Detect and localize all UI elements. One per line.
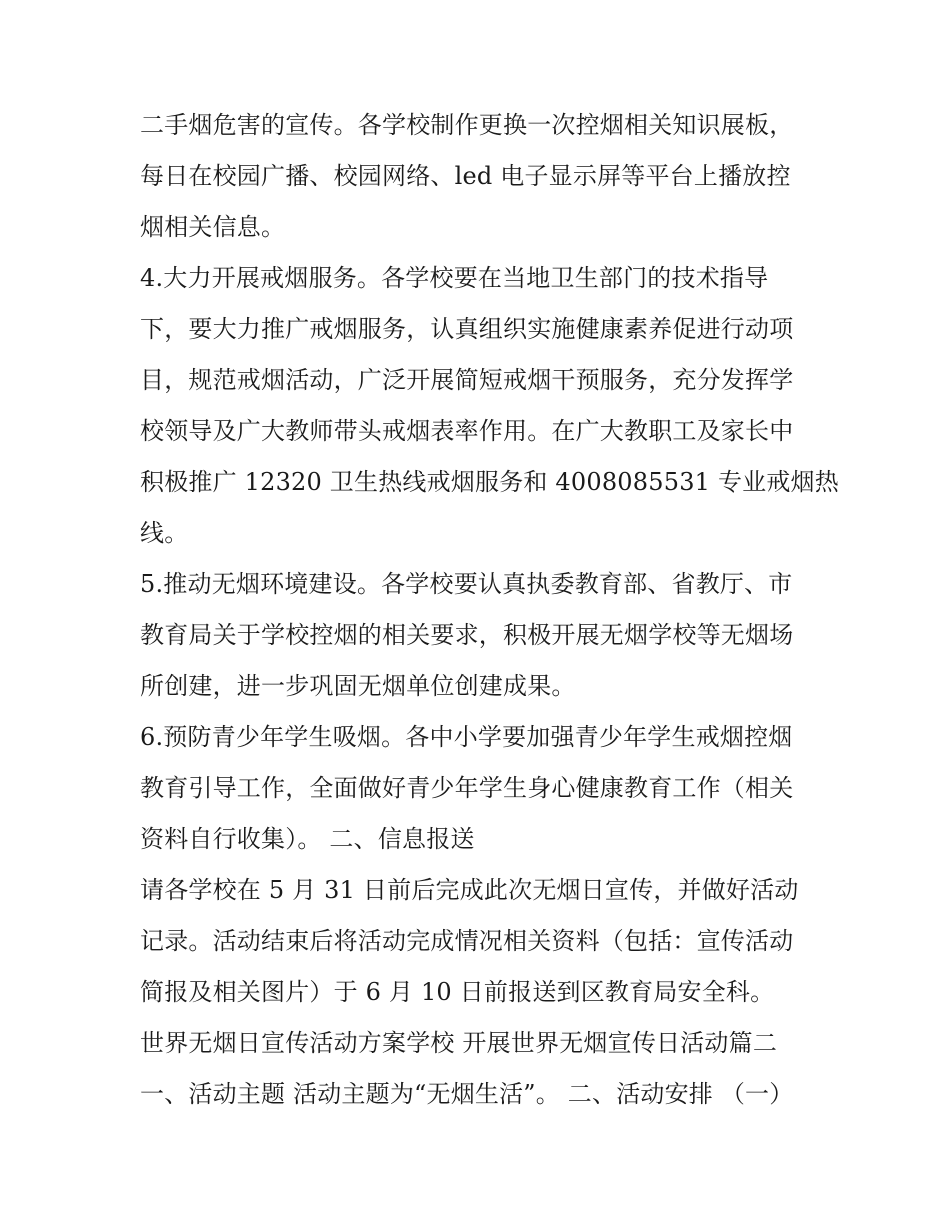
- text-line: 请各学校在 5 月 31 日前后完成此次无烟日宣传，并做好活动: [140, 876, 799, 904]
- text-line: 4.大力开展戒烟服务。各学校要在当地卫生部门的技术指导: [140, 264, 769, 292]
- text-line: 校领导及广大教师带头戒烟表率作用。在广大教职工及家长中: [140, 417, 794, 445]
- text-line: 5.推动无烟环境建设。各学校要认真执委教育部、省教厅、市: [140, 570, 793, 598]
- text-line: 教育局关于学校控烟的相关要求，积极开展无烟学校等无烟场: [140, 621, 794, 649]
- text-line: 烟相关信息。: [140, 213, 286, 241]
- text-line: 所创建，进一步巩固无烟单位创建成果。: [140, 672, 576, 700]
- text-line: 世界无烟日宣传活动方案学校 开展世界无烟宣传日活动篇二: [140, 1029, 778, 1057]
- text-line: 目，规范戒烟活动，广泛开展简短戒烟干预服务，充分发挥学: [140, 366, 794, 394]
- text-line: 线。: [140, 519, 189, 547]
- text-line: 下，要大力推广戒烟服务，认真组织实施健康素养促进行动项: [140, 315, 794, 343]
- text-line: 每日在校园广播、校园网络、led 电子显示屏等平台上播放控: [140, 162, 791, 190]
- text-line: 简报及相关图片）于 6 月 10 日前报送到区教育局安全科。: [140, 978, 775, 1006]
- text-line: 积极推广 12320 卫生热线戒烟服务和 4008085531 专业戒烟热: [140, 468, 839, 496]
- text-line: 资料自行收集）。 二、信息报送: [140, 825, 475, 853]
- text-line: 一、活动主题 活动主题为“无烟生活”。 二、活动安排 （一）: [140, 1080, 794, 1108]
- text-line: 记录。活动结束后将活动完成情况相关资料（包括：宣传活动: [140, 927, 794, 955]
- text-line: 二手烟危害的宣传。各学校制作更换一次控烟相关知识展板，: [140, 111, 794, 139]
- document-body: [140, 100, 839, 1120]
- text-line: 6.预防青少年学生吸烟。各中小学要加强青少年学生戒烟控烟: [140, 723, 793, 751]
- text-line: 教育引导工作，全面做好青少年学生身心健康教育工作（相关: [140, 774, 794, 802]
